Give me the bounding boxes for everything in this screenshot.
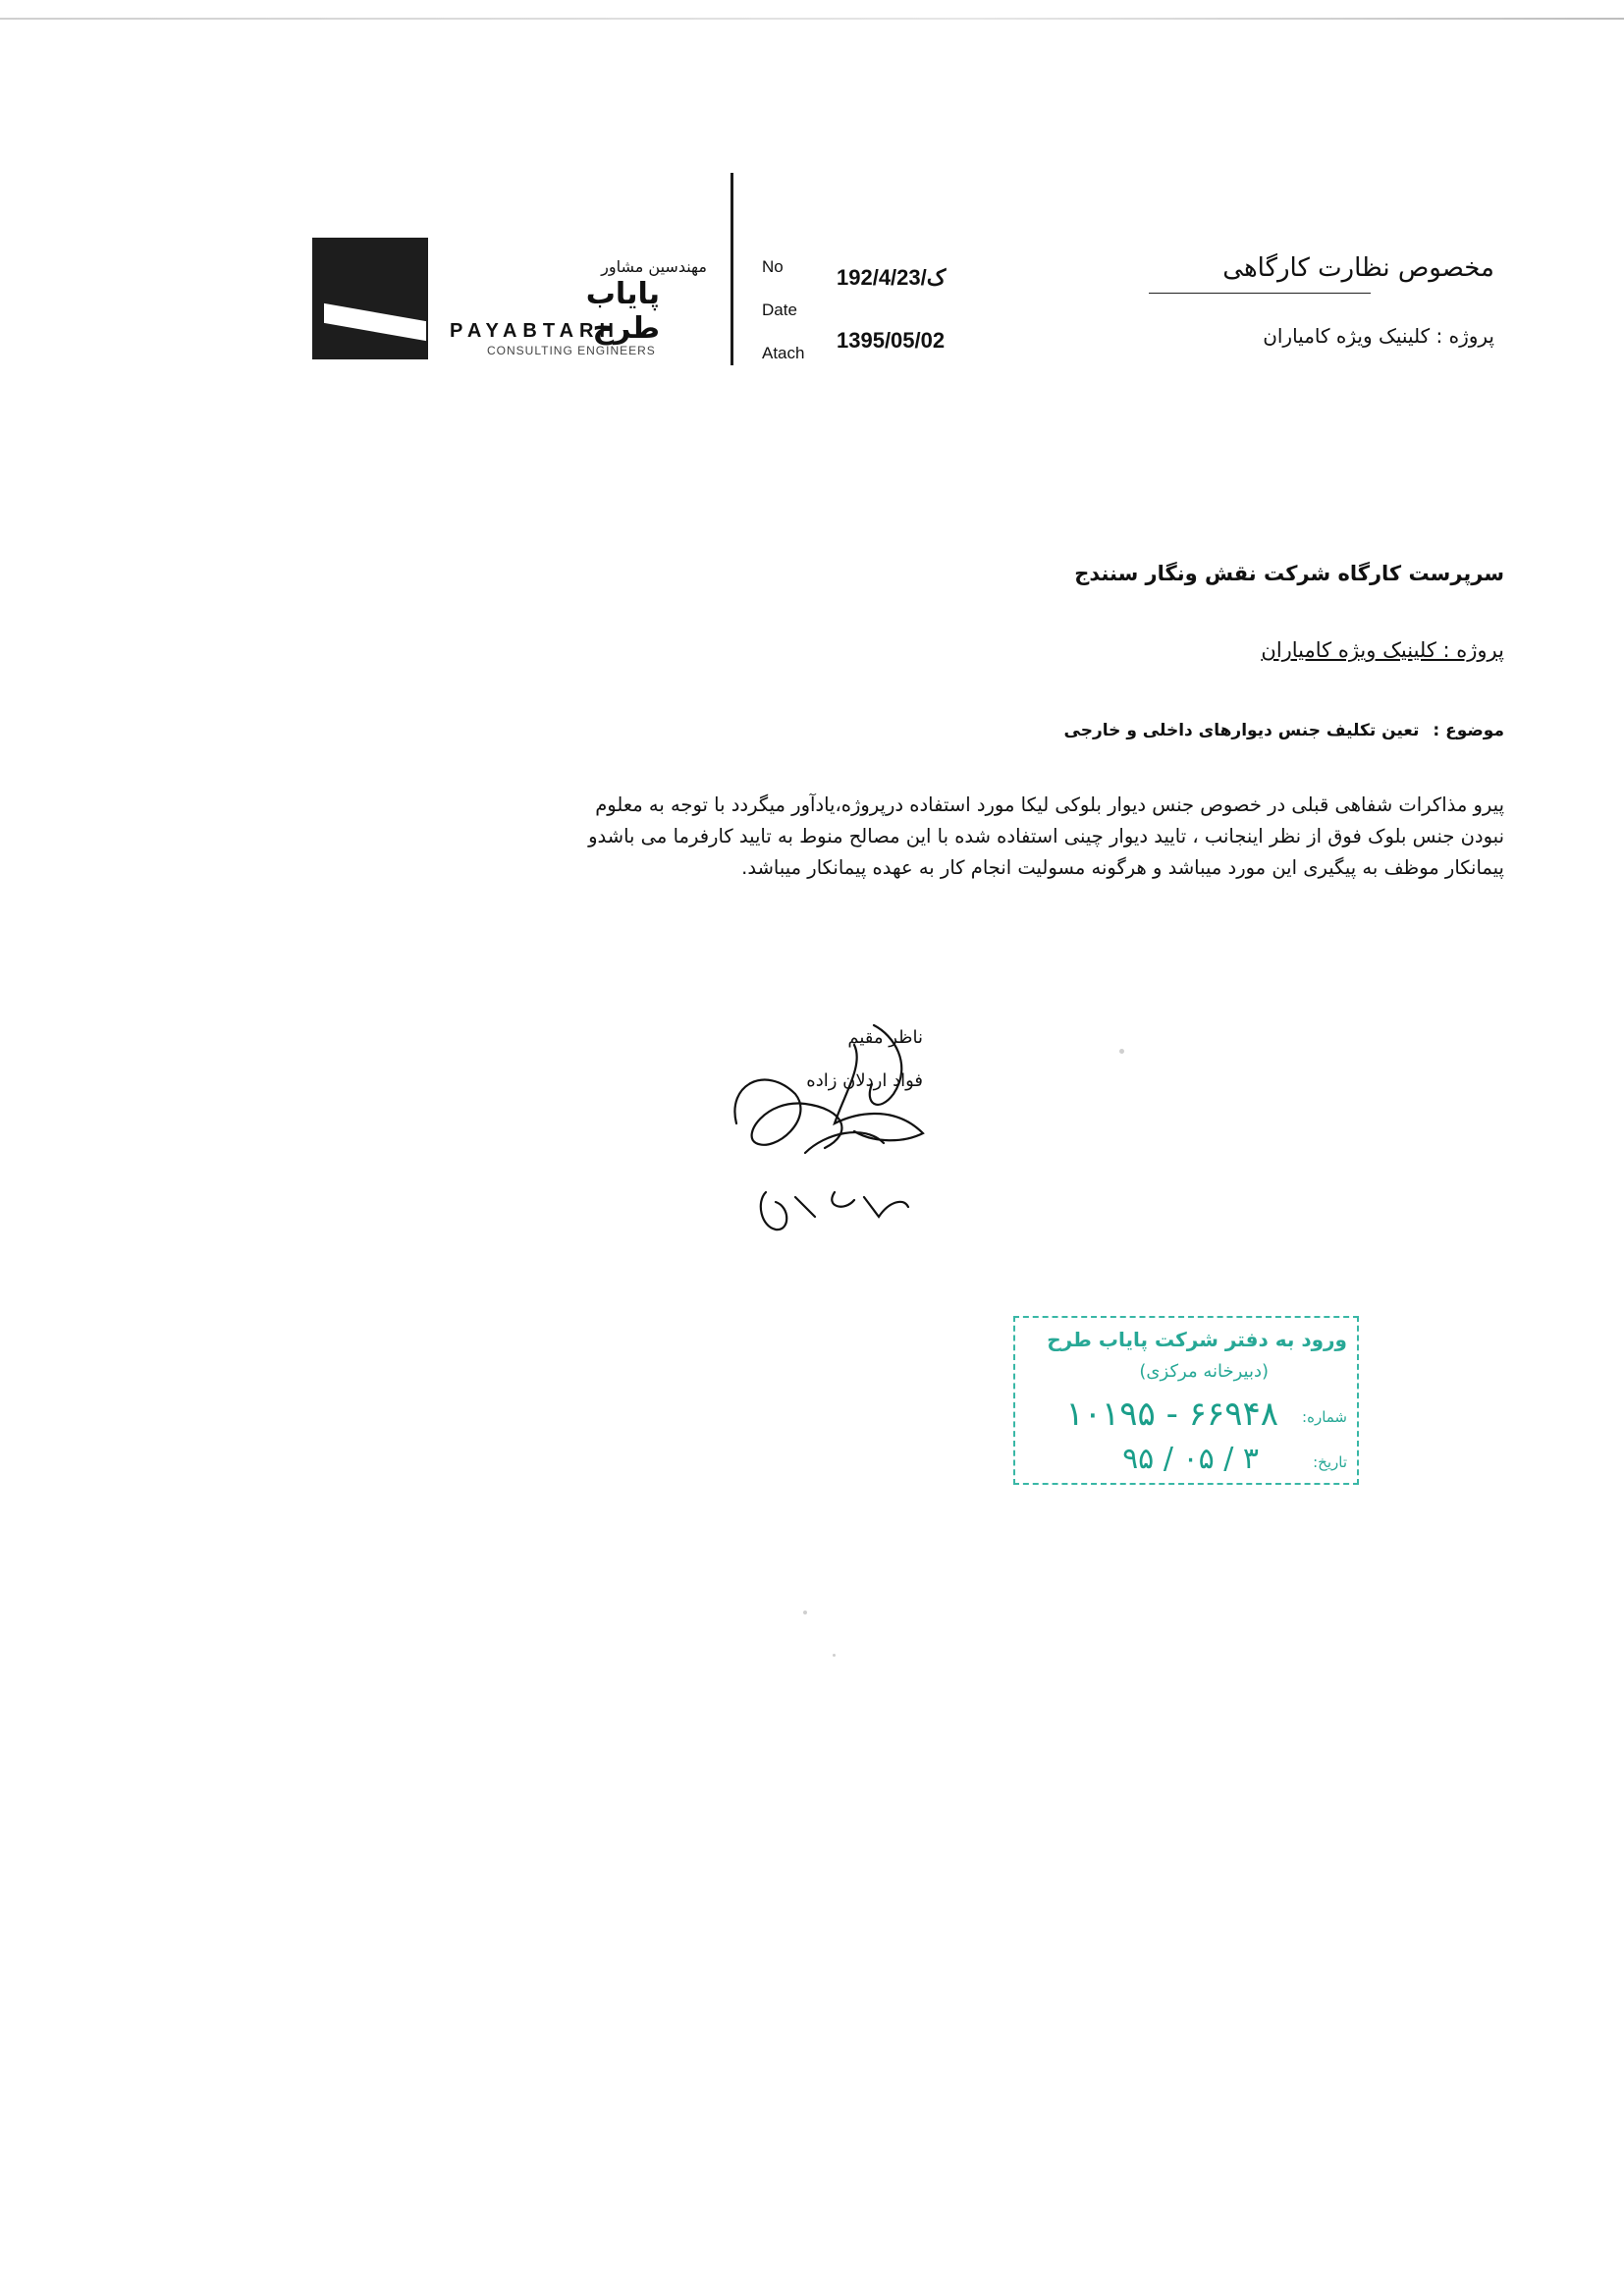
firm-latin-name: PAYABTARH (450, 320, 620, 342)
subject (884, 721, 1504, 740)
body-line: پیرو مذاکرات شفاهی قبلی در خصوص جنس دیوار بلوکی لیکا مورد استفاده درپروژه،یادآور میگردد با توجه به معلوم (595, 793, 1504, 816)
firm-name: پایاب طرح (585, 277, 660, 346)
date-label: Date (762, 301, 797, 319)
stamp-title: ورود به دفتر شرکت پایاب طرح (1047, 1328, 1347, 1351)
header-title-underline (1149, 293, 1371, 294)
signature-name: فواد اردلان زاده (806, 1070, 923, 1091)
letter-date: 1395/05/02 (837, 328, 946, 353)
scan-speck (1119, 1049, 1124, 1054)
subject-value: تعین تکلیف جنس دیوارهای داخلی و خارجی (1063, 721, 1420, 740)
body-line: پیمانکار موظف به پیگیری این مورد میباشد و هرگونه مسولیت انجام کار به عهده پیمانکار میباشد. (741, 856, 1504, 879)
attach-label: Atach (762, 344, 805, 362)
no-label: No (762, 257, 784, 276)
scan-edge (0, 18, 1624, 20)
receipt-stamp (1013, 1316, 1359, 1485)
scan-speck (833, 1654, 836, 1657)
firm-logo (312, 238, 428, 359)
scan-speck (803, 1611, 807, 1614)
letter-body (275, 790, 1504, 884)
stamp-date-value: ۹۵ / ۰۵ / ۳ (1122, 1442, 1259, 1476)
stamp-number-label: شماره: (1302, 1408, 1347, 1426)
stamp-number-value: ۱۰۱۹۵ - ۶۶۹۴۸ (1065, 1394, 1278, 1434)
stamp-date-label: تاریخ: (1313, 1453, 1347, 1471)
header-project: پروژه : کلینیک ویژه کامیاران (1263, 324, 1494, 348)
project-line-text: پروژه : کلینیک ویژه کامیاران (1261, 638, 1504, 662)
subject-label: موضوع : (1433, 721, 1504, 740)
signature-title: ناظر مقیم (847, 1027, 923, 1048)
firm-latin-subtitle: CONSULTING ENGINEERS (487, 344, 656, 357)
body-line: نبودن جنس بلوک فوق از نظر اینجانب ، تایید دیوار چینی استفاده شده با این مصالح منوط به تایید کارفرما می باشدو (588, 825, 1504, 847)
firm-subtitle: مهندسین مشاور (601, 257, 707, 276)
letter-number: 192/4/ک/23 (837, 265, 947, 290)
recipient: سرپرست کارگاه شرکت نقش ونگار سنندج (1074, 562, 1504, 585)
header-title: مخصوص نظارت کارگاهی (1222, 253, 1494, 283)
header-divider (731, 173, 733, 365)
stamp-subtitle: (دبیرخانه مرکزی) (1139, 1361, 1269, 1382)
project-line (884, 638, 1504, 662)
handwritten-signature (707, 1006, 1001, 1290)
